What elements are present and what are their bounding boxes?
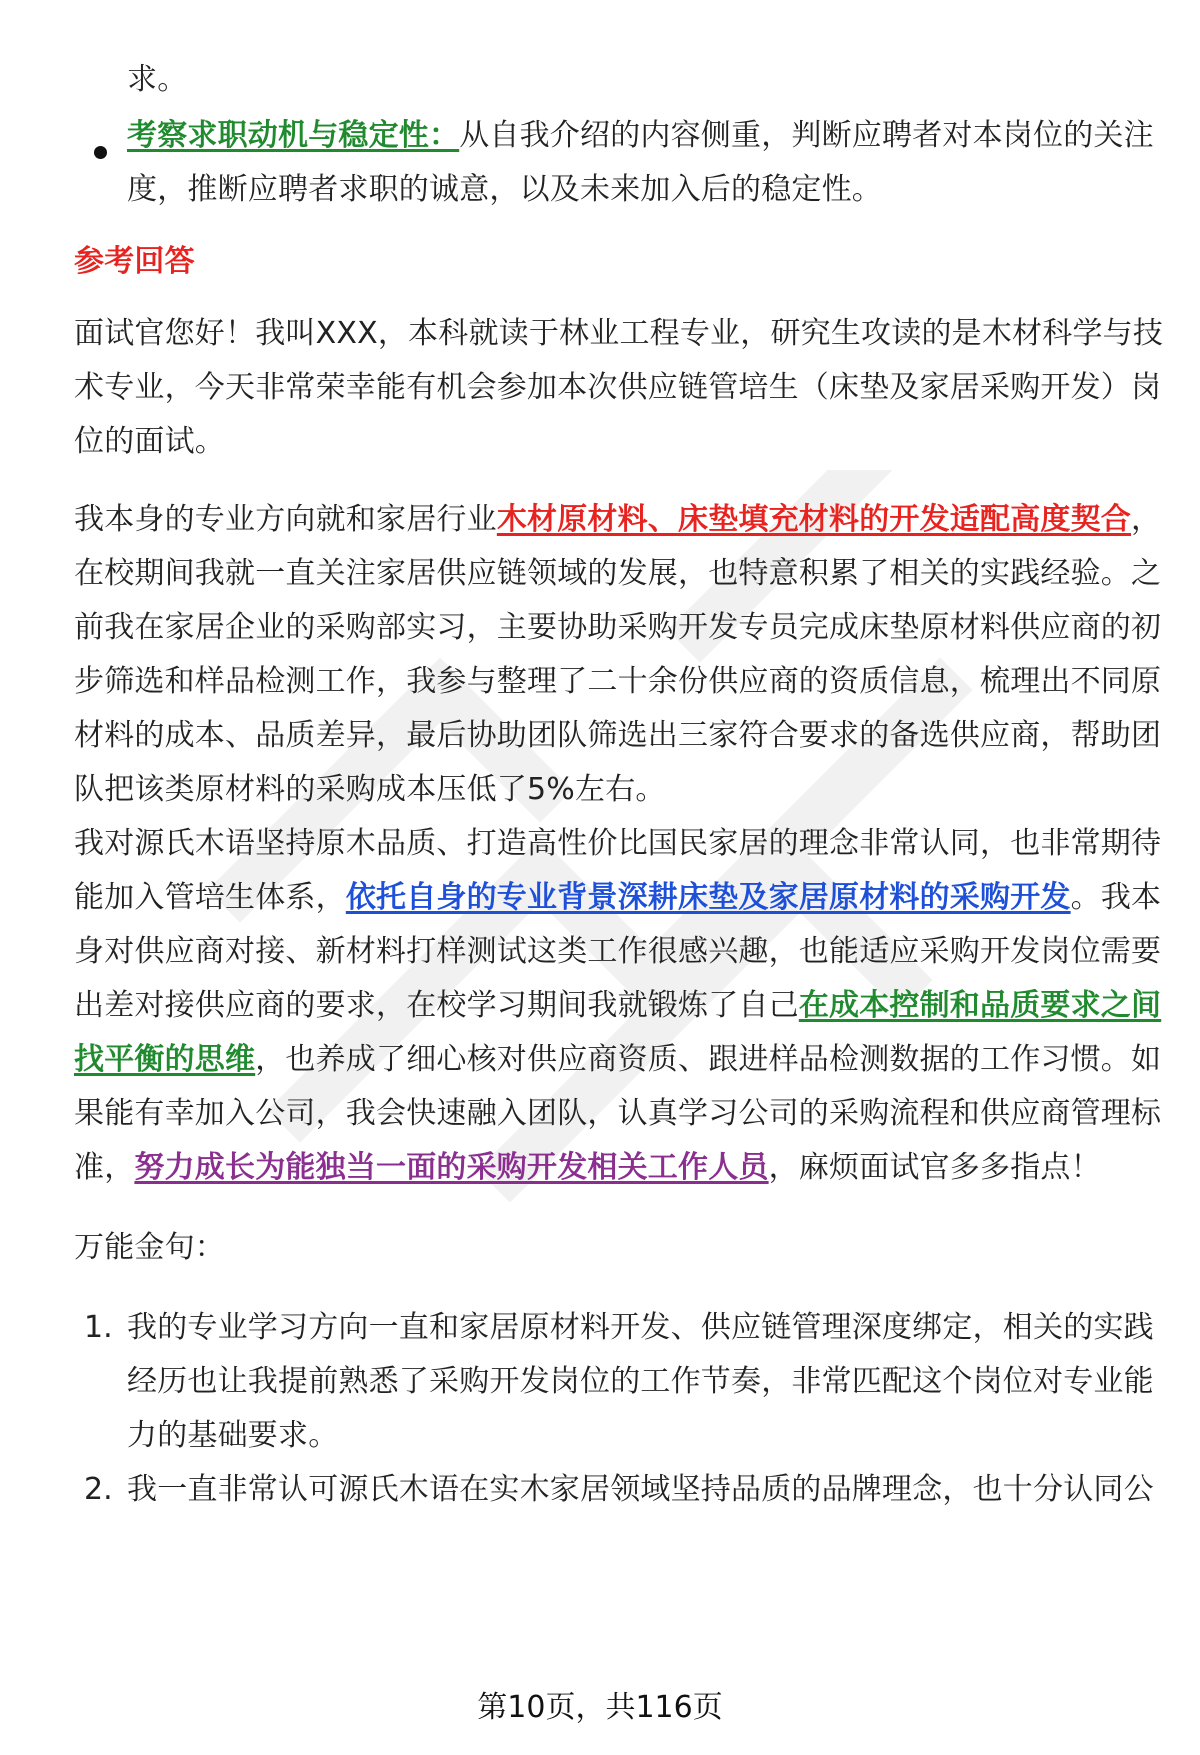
text-span: ，麻烦面试官多多指点！ — [768, 1150, 1101, 1185]
list-item-line: 我一直非常认可源氏木语在实木家居领域坚持品质的品牌理念，也十分认同公 — [127, 1472, 1154, 1507]
page-footer: 第10页，共116页 — [477, 1690, 723, 1725]
paragraph-line: 面试官您好！我叫XXX，本科就读于林业工程专业，研究生攻读的是木材科学与技 — [74, 316, 1164, 351]
paragraph-line: 我对源氏木语坚持原木品质、打造高性价比国民家居的理念非常认同，也非常期待 — [74, 826, 1162, 861]
paragraph-line: 果能有幸加入公司，我会快速融入团队，认真学习公司的采购流程和供应商管理标 — [74, 1096, 1162, 1131]
paragraph-line: 队把该类原材料的采购成本压低了5%左右。 — [74, 772, 666, 807]
highlight-green: 找平衡的思维 — [74, 1042, 256, 1077]
paragraph-line — [74, 500, 1161, 540]
bullet-item-motivation — [127, 116, 1154, 156]
bullet-continuation: 求。 — [127, 62, 188, 97]
paragraph-line — [74, 878, 1161, 918]
paragraph-line: 术专业，今天非常荣幸能有机会参加本次供应链管培生（床垫及家居采购开发）岗 — [74, 370, 1162, 405]
paragraph-line: 材料的成本、品质差异，最后协助团队筛选出三家符合要求的备选供应商，帮助团 — [74, 718, 1162, 753]
list-item-line: 我的专业学习方向一直和家居原材料开发、供应链管理深度绑定，相关的实践 — [127, 1310, 1154, 1345]
list-item-line: 力的基础要求。 — [127, 1418, 339, 1453]
highlight-red: 木材原材料、床垫填充材料的开发适配高度契合 — [496, 502, 1132, 537]
paragraph-line: 前我在家居企业的采购部实习，主要协助采购开发专员完成床垫原材料供应商的初 — [74, 610, 1162, 645]
bullet-text: 从自我介绍的内容侧重，判断应聘者对本岗位的关注 — [459, 118, 1154, 153]
section-heading: 参考回答 — [74, 244, 195, 279]
text-span: 我本身的专业方向就和家居行业 — [74, 502, 497, 537]
list-number: 2. — [84, 1472, 113, 1507]
paragraph-line: 位的面试。 — [74, 424, 225, 459]
text-span: 能加入管培生体系， — [74, 880, 346, 915]
highlight-blue: 依托自身的专业背景深耕床垫及家居原材料的采购开发 — [345, 880, 1071, 915]
bullet-dot — [94, 146, 107, 159]
bullet-text-line2: 度，推断应聘者求职的诚意，以及未来加入后的稳定性。 — [127, 172, 882, 207]
paragraph-line — [74, 1040, 1161, 1080]
paragraph-line — [74, 986, 1161, 1026]
paragraph-line: 步筛选和样品检测工作，我参与整理了二十余份供应商的资质信息，梳理出不同原 — [74, 664, 1162, 699]
text-span: 出差对接供应商的要求，在校学习期间我就锻炼了自己 — [74, 988, 799, 1023]
golden-heading: 万能金句： — [74, 1230, 225, 1265]
paragraph-line — [74, 1148, 1101, 1188]
highlight-purple: 努力成长为能独当一面的采购开发相关工作人员 — [134, 1150, 769, 1185]
text-span: 。我本 — [1070, 880, 1162, 915]
paragraph-line: 身对供应商对接、新材料打样测试这类工作很感兴趣，也能适应采购开发岗位需要 — [74, 934, 1162, 969]
text-span: ，也养成了细心核对供应商资质、跟进样品检测数据的工作习惯。如 — [255, 1042, 1162, 1077]
bullet-label: 考察求职动机与稳定性： — [127, 118, 460, 153]
list-number: 1. — [84, 1310, 113, 1345]
list-item-line: 经历也让我提前熟悉了采购开发岗位的工作节奏，非常匹配这个岗位对专业能 — [127, 1364, 1154, 1399]
highlight-green: 在成本控制和品质要求之间 — [798, 988, 1162, 1023]
paragraph-line: 在校期间我就一直关注家居供应链领域的发展，也特意积累了相关的实践经验。之 — [74, 556, 1162, 591]
text-span: 准， — [74, 1150, 135, 1185]
text-span: ， — [1131, 502, 1162, 537]
